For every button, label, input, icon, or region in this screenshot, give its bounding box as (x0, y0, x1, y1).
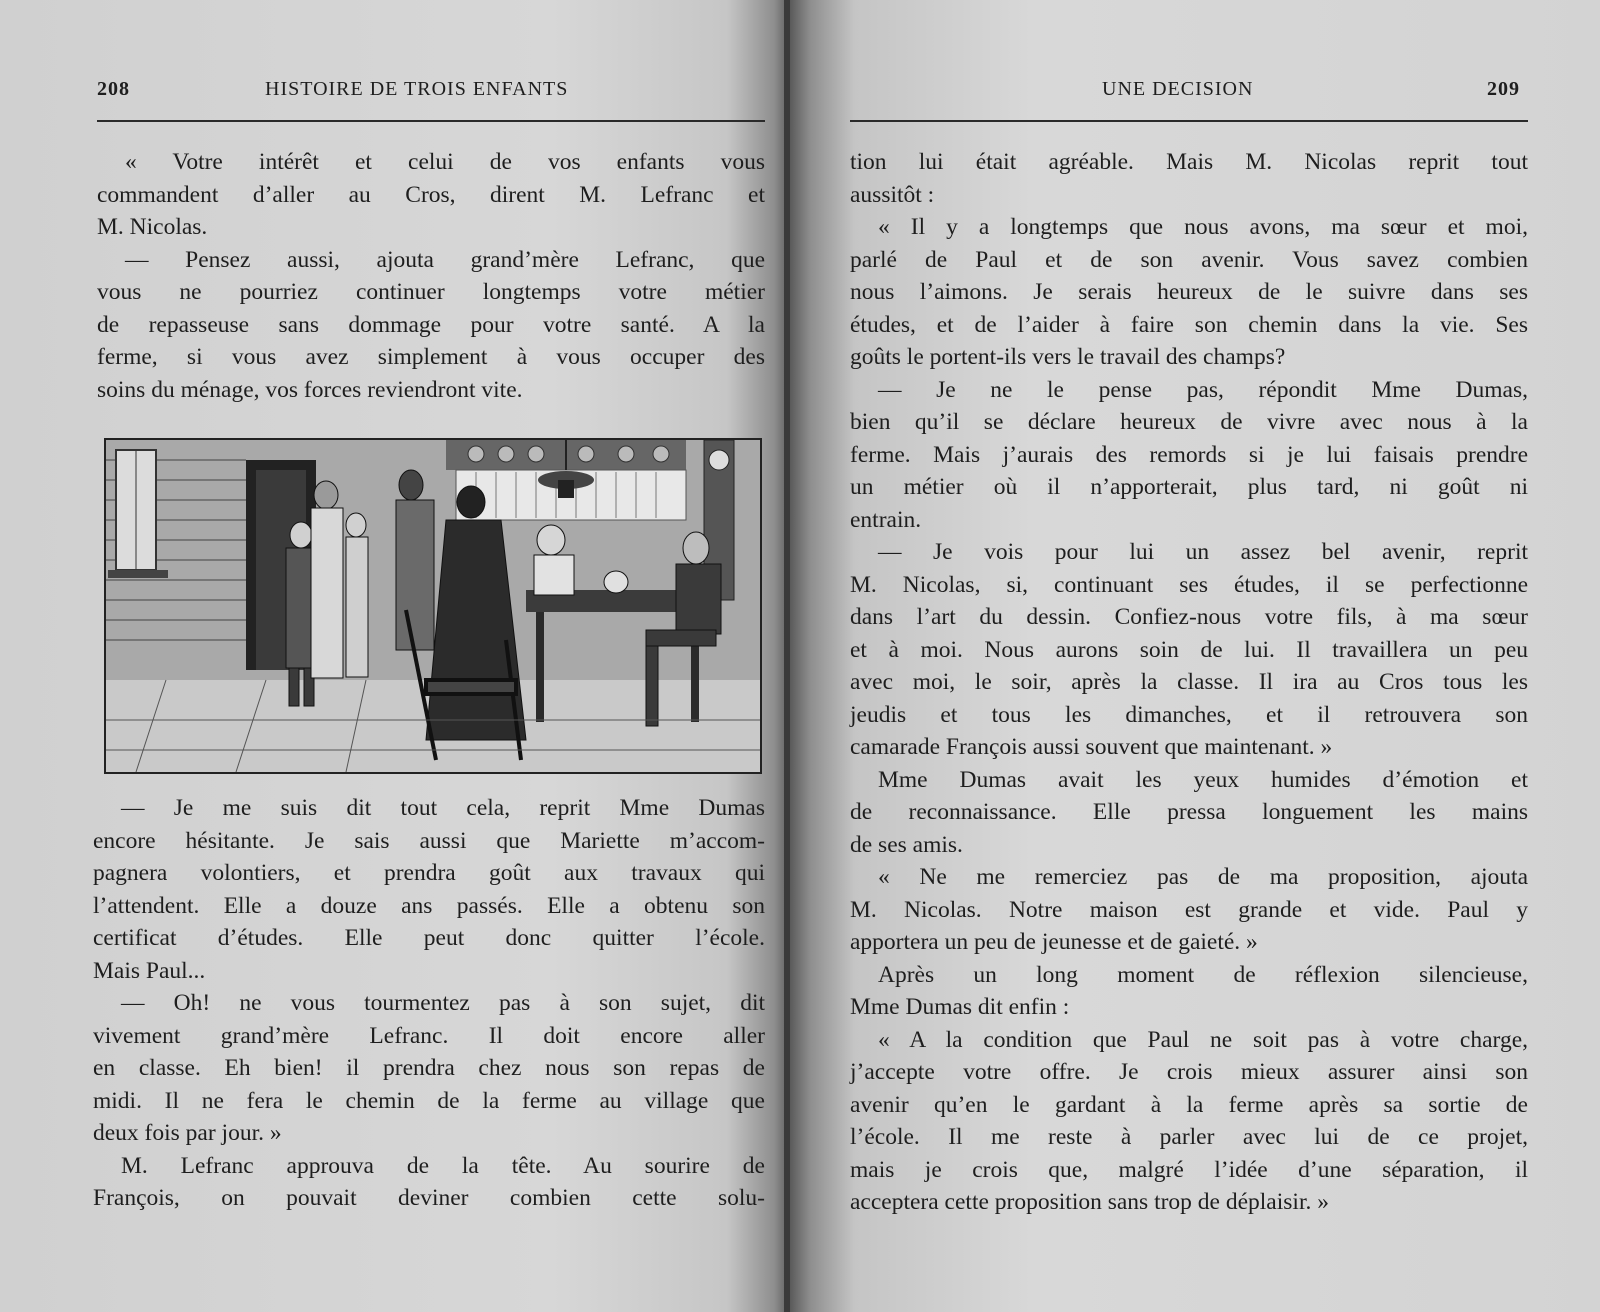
text-line: midi. Il ne fera le chemin de la ferme au village que (93, 1087, 765, 1114)
text-line: Mme Dumas dit enfin : (850, 994, 1070, 1020)
text-line: j’accepte votre offre. Je crois mieux assurer ainsi son (850, 1059, 1528, 1085)
text-line: vivement grand’mère Lefranc. Il doit encore aller (93, 1022, 765, 1049)
left-text-bottom (93, 792, 765, 1215)
text-line: pagnera volontiers, et prendra goût aux travaux qui (93, 860, 765, 886)
interior-illustration (104, 438, 762, 774)
text-line: vous ne pourriez continuer longtemps votre métier (97, 279, 765, 305)
text-line: Mais Paul... (93, 957, 206, 984)
text-line: commandent d’aller au Cros, dirent M. Lefranc et (97, 181, 765, 208)
text-line: ferme, si vous avez simplement à vous occuper des (97, 344, 765, 370)
text-line: de ses amis. (850, 831, 963, 858)
text-line: François, on pouvait deviner combien cette solu- (93, 1185, 765, 1211)
text-line: Après un long moment de réflexion silencieuse, (878, 961, 1528, 988)
text-line: et à moi. Nous aurons soin de lui. Il travaillera un peu (850, 636, 1528, 663)
text-line: « A la condition que Paul ne soit pas à votre charge, (878, 1026, 1528, 1053)
text-line: — Pensez aussi, ajouta grand’mère Lefranc, que (125, 246, 765, 273)
text-line: de repasseuse sans dommage pour votre santé. A la (97, 311, 765, 338)
text-line: M. Nicolas, si, continuant ses études, il se perfectionne (850, 571, 1528, 598)
left-header (0, 78, 790, 108)
text-line: un métier où il n’apporterait, plus tard, ni goût ni (850, 474, 1528, 500)
text-line: M. Lefranc approuva de la tête. Au sourire de (121, 1152, 765, 1179)
text-line: avenir qu’en le gardant à la ferme après sa sortie de (850, 1091, 1528, 1118)
text-line: bien qu’il se déclare heureux de vivre avec nous à la (850, 409, 1528, 435)
text-line: « Ne me remerciez pas de ma proposition, ajouta (878, 864, 1528, 890)
text-line: — Oh! ne vous tourmentez pas à son sujet, dit (121, 990, 765, 1016)
text-line: — Je ne le pense pas, répondit Mme Dumas, (878, 376, 1528, 403)
left-header-rule (97, 120, 765, 122)
right-running-title: UNE DECISION (1102, 78, 1254, 100)
left-page-number: 208 (97, 78, 130, 100)
text-line: tion lui était agréable. Mais M. Nicolas reprit tout (850, 149, 1528, 175)
text-line: mais je crois que, malgré l’idée d’une séparation, il (850, 1156, 1528, 1183)
right-text-body (850, 146, 1528, 1219)
text-line: goûts le portent-ils vers le travail des champs? (850, 344, 1286, 370)
text-line: l’attendent. Elle a douze ans passés. Elle a obtenu son (93, 892, 765, 919)
text-line: « Il y a longtemps que nous avons, ma sœur et moi, (878, 214, 1528, 240)
text-line: apportera un peu de jeunesse et de gaieté. » (850, 929, 1258, 955)
left-page (0, 0, 790, 1312)
text-line: encore hésitante. Je sais aussi que Mariette m’accom- (93, 827, 765, 854)
text-line: avec moi, le soir, après la classe. Il ira au Cros tous les (850, 669, 1528, 695)
text-line: deux fois par jour. » (93, 1120, 282, 1146)
right-page-number: 209 (1487, 78, 1520, 100)
text-line: dans l’art du dessin. Confiez-nous votre fils, à ma sœur (850, 604, 1528, 630)
text-line: nous l’aimons. Je serais heureux de le suivre dans ses (850, 279, 1528, 305)
text-line: entrain. (850, 506, 922, 533)
text-line: certificat d’études. Elle peut donc quitter l’école. (93, 925, 765, 951)
right-header-rule (850, 120, 1528, 122)
text-line: soins du ménage, vos forces reviendront vite. (97, 376, 523, 403)
left-text-top (97, 146, 765, 406)
text-line: Mme Dumas avait les yeux humides d’émotion et (878, 766, 1528, 793)
text-line: M. Nicolas. (97, 214, 208, 240)
right-header (790, 78, 1600, 108)
text-line: ferme. Mais j’aurais des remords si je lui faisais prendre (850, 441, 1528, 468)
text-line: études, et de l’aider à faire son chemin dans la vie. Ses (850, 311, 1528, 338)
right-page (790, 0, 1600, 1312)
left-running-title: HISTOIRE DE TROIS ENFANTS (265, 78, 569, 100)
text-line: « Votre intérêt et celui de vos enfants vous (125, 149, 765, 175)
text-line: de reconnaissance. Elle pressa longuement les mains (850, 799, 1528, 825)
text-line: acceptera cette proposition sans trop de déplaisir. » (850, 1189, 1329, 1215)
illustration-drawing (106, 440, 760, 772)
text-line: aussitôt : (850, 181, 935, 208)
text-line: — Je vois pour lui un assez bel avenir, reprit (878, 539, 1528, 565)
text-line: en classe. Eh bien! il prendra chez nous son repas de (93, 1055, 765, 1081)
text-line: jeudis et tous les dimanches, et il retrouvera son (850, 701, 1528, 728)
text-line: M. Nicolas. Notre maison est grande et vide. Paul y (850, 896, 1528, 923)
text-line: parlé de Paul et de son avenir. Vous savez combien (850, 246, 1528, 273)
text-line: — Je me suis dit tout cela, reprit Mme Dumas (121, 795, 765, 821)
text-line: camarade François aussi souvent que maintenant. » (850, 734, 1333, 760)
text-line: l’école. Il me reste à parler avec lui de ce projet, (850, 1124, 1528, 1150)
